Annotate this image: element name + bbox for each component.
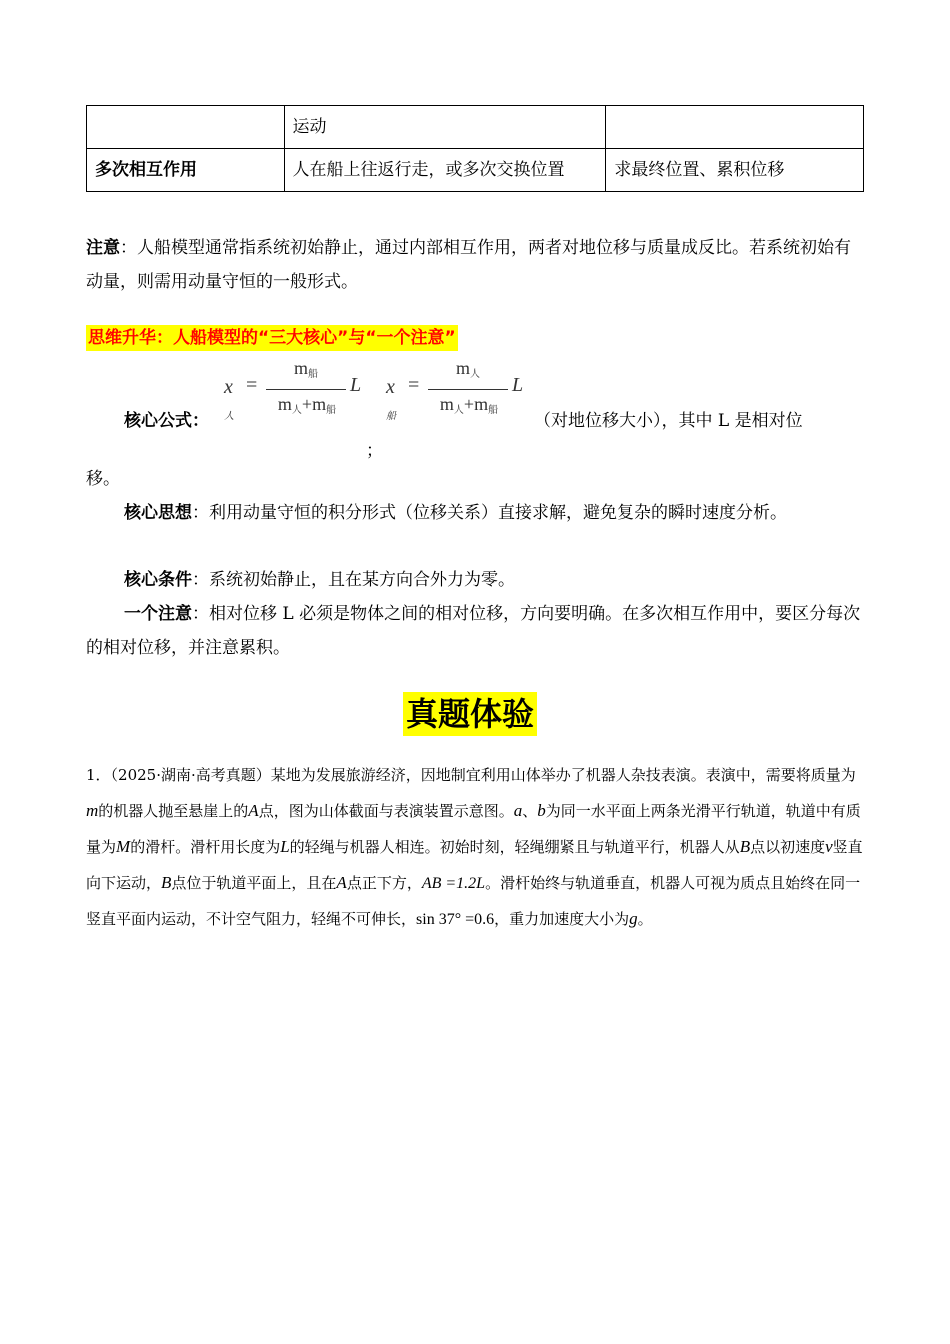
formula-rhs: L <box>512 374 524 396</box>
note-colon: ： <box>120 238 137 258</box>
formula-denominator: $m_人+m_船$ <box>277 394 337 416</box>
one-note-text: 相对位移 L 必须是物体之间的相对位移，方向要明确。在多次相互作用中，要区分每次的相对位移，并注意累积。 <box>86 604 861 658</box>
formula-semicolon: ； <box>366 441 383 461</box>
formula-numerator: $m_人$ <box>455 358 480 380</box>
core-condition <box>86 563 864 597</box>
question-number: 1． <box>86 766 111 784</box>
formula-row <box>86 358 864 472</box>
core-condition-text: 系统初始静止，且在某方向合外力为零。 <box>209 570 515 590</box>
note-text: 人船模型通常指系统初始静止，通过内部相互作用，两者对地位移与质量成反比。若系统初始有动量，则需用动量守恒的一般形式。 <box>86 238 851 292</box>
core-thought-label: 核心思想 <box>124 503 192 523</box>
formula-label: 核心公式： <box>124 411 209 431</box>
equals-sign: = <box>246 374 258 396</box>
table-cell <box>606 106 864 149</box>
model-table <box>86 105 864 192</box>
section-title: 真题体验 <box>403 692 537 736</box>
core-thought <box>86 496 864 530</box>
formula-denominator: $m_人+m_船$ <box>439 394 499 416</box>
question-source: （2025·湖南·高考真题） <box>110 766 271 784</box>
table-cell: 求最终位置、累积位移 <box>606 149 864 192</box>
one-note-label: 一个注意 <box>124 604 192 624</box>
table-row <box>87 149 864 192</box>
table-cell: 多次相互作用 <box>87 149 285 192</box>
table-cell: 运动 <box>284 106 606 149</box>
formula-wrap: 移。 <box>86 469 120 489</box>
table-row <box>87 106 864 149</box>
formula-numerator: $m_船$ <box>293 358 318 380</box>
one-note <box>86 597 864 665</box>
highlight-heading: 思维升华：人船模型的“三大核心”与“一个注意” <box>86 325 458 351</box>
sin-expression: sin 37° =0.6 <box>416 911 495 928</box>
formula-lhs: $x_人$ <box>224 376 234 422</box>
table-cell <box>87 106 285 149</box>
fraction-bar <box>266 389 346 390</box>
fraction-bar <box>428 389 508 390</box>
note-label: 注意 <box>86 238 120 258</box>
note-paragraph <box>86 231 864 299</box>
table-cell: 人在船上往返行走，或多次交换位置 <box>284 149 606 192</box>
equals-sign: = <box>408 374 420 396</box>
core-thought-text: 利用动量守恒的积分形式（位移关系）直接求解，避免复杂的瞬时速度分析。 <box>209 503 787 523</box>
ab-expression: AB =1.2L <box>421 875 486 892</box>
core-thought-colon: ： <box>192 503 209 523</box>
formula-rhs: L <box>350 374 362 396</box>
one-note-colon: ： <box>192 604 209 624</box>
formula-lhs: $x_船$ <box>386 376 396 422</box>
question-paragraph: 1．（2025·湖南·高考真题）某地为发展旅游经济，因地制宜利用山体举办了机器人杂技表演。表演中，需要将质量为m的机器人抛至悬崖上的A点，图为山体截面与表演装置示意图。a、b为同一水平面上两条光滑平行轨道，轨道中有质量为M的滑杆。滑杆用长度为L的轻绳与机器人相连。初始时刻，轻绳绷紧且与轨道平行，机器人从B点以初速度v竖直向下运动，B点位于轨道平面上，且在A点正下方，AB =1.2L。滑杆始终与轨道垂直，机器人可视为质点且始终在同一竖直平面内运动，不计空气阻力，轻绳不可伸长，sin 37° =0.6，重力加速度大小为g。 <box>86 766 863 928</box>
core-condition-colon: ： <box>192 570 209 590</box>
formula-explanation: （对地位移大小），其中 L 是相对位 <box>534 411 803 431</box>
core-condition-label: 核心条件 <box>124 570 192 590</box>
